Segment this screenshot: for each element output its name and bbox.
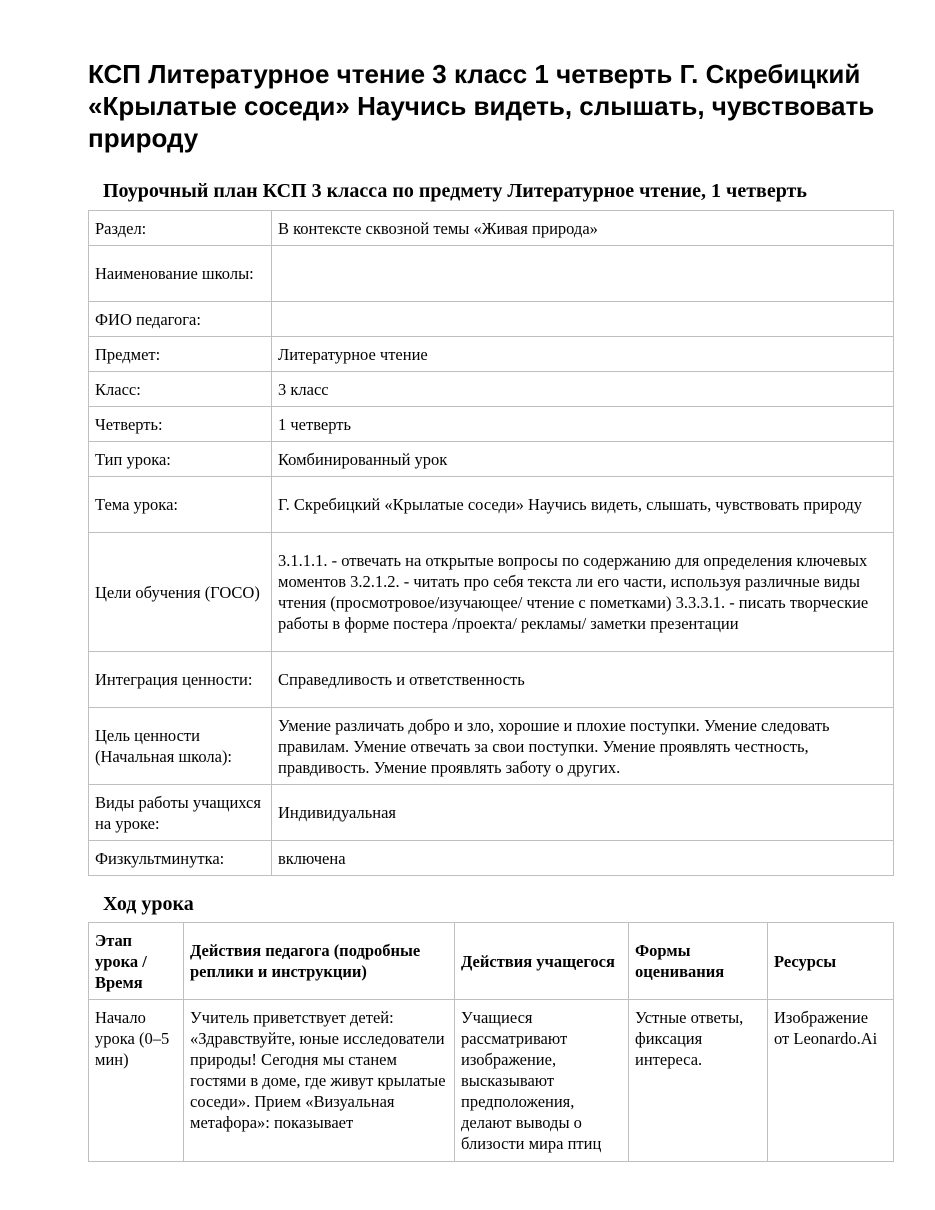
info-value: Комбинированный урок <box>272 442 894 477</box>
info-value: Справедливость и ответственность <box>272 652 894 708</box>
header-resources: Ресурсы <box>768 923 894 1000</box>
info-row <box>89 533 894 652</box>
info-value <box>272 302 894 337</box>
info-row <box>89 442 894 477</box>
header-assessment: Формы оценивания <box>629 923 768 1000</box>
lesson-header-row <box>89 923 894 1000</box>
info-label: Наименование школы: <box>89 246 272 302</box>
info-value: 3.1.1.1. - отвечать на открытые вопросы по содержанию для определения ключевых моментов 3.2.1.2. - читать про себя текста ли его части, используя различные виды чтения (просмотровое/изучающее/ чтение с пометками) 3.3.3.1. - писать творческие работы в форме постера /проекта/ рекламы/ заметки презентации <box>272 533 894 652</box>
info-value: Литературное чтение <box>272 337 894 372</box>
info-row <box>89 337 894 372</box>
info-label: ФИО педагога: <box>89 302 272 337</box>
info-row <box>89 211 894 246</box>
info-label: Тема урока: <box>89 477 272 533</box>
cell-teacher-actions: Учитель приветствует детей: «Здравствуйте, юные исследователи природы! Сегодня мы станем гостями в доме, где живут крылатые соседи». Прием «Визуальная метафора»: показывает <box>184 1000 455 1162</box>
info-table <box>88 210 894 876</box>
cell-assessment: Устные ответы, фиксация интереса. <box>629 1000 768 1162</box>
header-student-actions: Действия учащегося <box>455 923 629 1000</box>
info-label: Четверть: <box>89 407 272 442</box>
info-label: Предмет: <box>89 337 272 372</box>
info-row <box>89 841 894 876</box>
info-value: Умение различать добро и зло, хорошие и плохие поступки. Умение следовать правилам. Умение отвечать за свои поступки. Умение проявлять честность, правдивость. Умение проявлять заботу о других. <box>272 708 894 785</box>
info-row <box>89 302 894 337</box>
info-value <box>272 246 894 302</box>
cell-student-actions: Учащиеся рассматривают изображение, высказывают предположения, делают выводы о близости мира птиц <box>455 1000 629 1162</box>
info-row <box>89 372 894 407</box>
info-row <box>89 708 894 785</box>
info-row <box>89 652 894 708</box>
info-value: 3 класс <box>272 372 894 407</box>
lesson-row <box>89 1000 894 1162</box>
lesson-table <box>88 922 894 1162</box>
document-title: КСП Литературное чтение 3 класс 1 четверть Г. Скребицкий «Крылатые соседи» Научись видеть, слышать, чувствовать природу <box>88 59 875 153</box>
info-row <box>89 785 894 841</box>
info-row <box>89 477 894 533</box>
plan-heading: Поурочный план КСП 3 класса по предмету Литературное чтение, 1 четверть <box>103 180 807 202</box>
info-row <box>89 407 894 442</box>
info-row <box>89 246 894 302</box>
info-label: Виды работы учащихся на уроке: <box>89 785 272 841</box>
info-value: 1 четверть <box>272 407 894 442</box>
info-label: Цели обучения (ГОСО) <box>89 533 272 652</box>
header-stage: Этап урока / Время <box>89 923 184 1000</box>
header-teacher-actions: Действия педагога (подробные реплики и инструкции) <box>184 923 455 1000</box>
info-label: Тип урока: <box>89 442 272 477</box>
info-value: Г. Скребицкий «Крылатые соседи» Научись видеть, слышать, чувствовать природу <box>272 477 894 533</box>
info-label: Интеграция ценности: <box>89 652 272 708</box>
info-value: включена <box>272 841 894 876</box>
cell-resources: Изображение от Leonardo.Ai <box>768 1000 894 1162</box>
info-label: Раздел: <box>89 211 272 246</box>
info-label: Цель ценности (Начальная школа): <box>89 708 272 785</box>
cell-stage: Начало урока (0–5 мин) <box>89 1000 184 1162</box>
info-label: Класс: <box>89 372 272 407</box>
info-value: Индивидуальная <box>272 785 894 841</box>
info-value: В контексте сквозной темы «Живая природа» <box>272 211 894 246</box>
info-label: Физкультминутка: <box>89 841 272 876</box>
lesson-heading: Ход урока <box>103 893 194 915</box>
